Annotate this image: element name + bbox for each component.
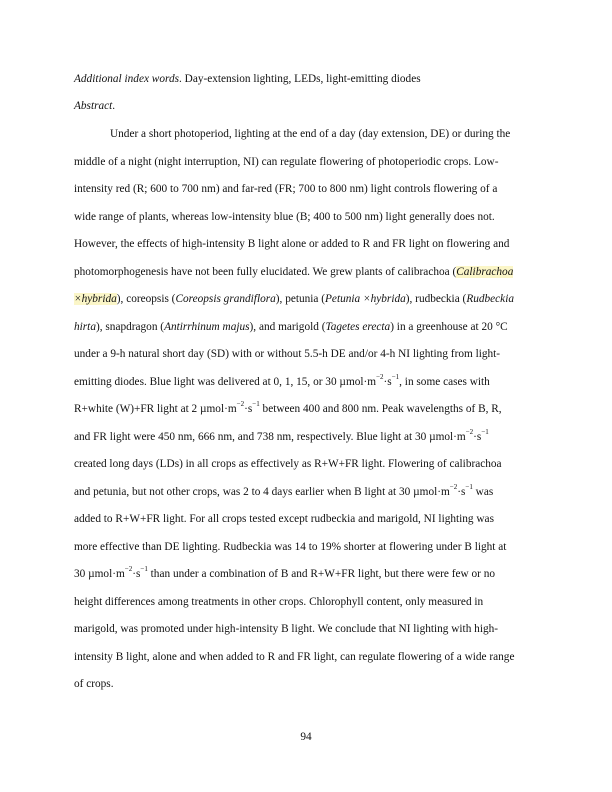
superscript: −2 bbox=[465, 428, 474, 437]
text-segment: ·s bbox=[383, 376, 392, 388]
index-words-label: Additional index words bbox=[74, 73, 180, 85]
text-segment: than under a combination of B and R+W+FR light, but there were few or no bbox=[147, 568, 496, 580]
abstract-line: However, the effects of high-intensity B light alone or added to R and FR light on flowering and bbox=[74, 238, 510, 250]
abstract-line: intensity B light, alone and when added to R and FR light, can regulate flowering of a wide range bbox=[74, 651, 515, 663]
abstract-line bbox=[74, 402, 502, 416]
text-segment: between 400 and 800 nm. Peak wavelengths of B, R, bbox=[259, 403, 502, 415]
text-segment: emitting diodes. Blue light was delivered at 0, 1, 15, or 30 µmol·m bbox=[74, 376, 377, 388]
text-segment: was bbox=[472, 486, 494, 498]
abstract-line: added to R+W+FR light. For all crops tested except rudbeckia and marigold, NI lighting was bbox=[74, 513, 494, 525]
text-segment: ·s bbox=[473, 431, 482, 443]
superscript: −2 bbox=[449, 483, 458, 492]
text-segment: ) in a greenhouse at 20 °C bbox=[390, 321, 508, 333]
text-segment: ·s bbox=[244, 403, 253, 415]
abstract-line: under a 9-h natural short day (SD) with or without 5.5-h DE and/or 4-h NI lighting from light- bbox=[74, 348, 501, 360]
abstract-line: middle of a night (night interruption, NI) can regulate flowering of photoperiodic crops. Low- bbox=[74, 156, 499, 168]
text-segment: ), coreopsis ( bbox=[116, 293, 176, 305]
abstract-line: wide range of plants, whereas low-intensity blue (B; 400 to 500 nm) light generally does not. bbox=[74, 211, 495, 223]
abstract-line: created long days (LDs) in all crops as effectively as R+W+FR light. Flowering of calibrachoa bbox=[74, 458, 502, 470]
superscript: −2 bbox=[376, 373, 384, 382]
abstract-line bbox=[74, 292, 514, 306]
abstract-line: Under a short photoperiod, lighting at the end of a day (day extension, DE) or during the bbox=[110, 128, 511, 140]
text-segment: ), petunia ( bbox=[275, 293, 326, 305]
abstract-line: marigold, was promoted under high-intensity B light. We conclude that NI lighting with high- bbox=[74, 623, 499, 635]
superscript: −1 bbox=[481, 428, 489, 437]
text-segment: ), rudbeckia ( bbox=[405, 293, 467, 305]
abstract-heading-label: Abstract bbox=[74, 100, 113, 112]
text-segment: photomorphogenesis have not been fully elucidated. We grew plants of calibrachoa ( bbox=[74, 266, 457, 278]
abstract-line: intensity red (R; 600 to 700 nm) and far-red (FR; 700 to 800 nm) light controls flowering of a bbox=[74, 183, 498, 195]
species-name: Antirrhinum majus bbox=[164, 321, 250, 333]
abstract-line bbox=[74, 265, 513, 279]
abstract-line: height differences among treatments in other crops. Chlorophyll content, only measured in bbox=[74, 596, 484, 608]
text-segment: and petunia, but not other crops, was 2 to 4 days earlier when B light at 30 µmol·m bbox=[74, 486, 450, 498]
superscript: −1 bbox=[391, 373, 400, 382]
superscript: −2 bbox=[236, 400, 245, 409]
text-segment: , in some cases with bbox=[399, 376, 490, 388]
highlighted-species-name: ×hybrida bbox=[74, 293, 117, 305]
species-name: Coreopsis grandiflora bbox=[175, 293, 276, 305]
text-segment: 30 µmol·m bbox=[74, 568, 125, 580]
abstract-line bbox=[74, 375, 490, 389]
text-segment: ·s bbox=[457, 486, 466, 498]
abstract-line bbox=[74, 567, 495, 581]
text-segment: ), and marigold ( bbox=[249, 321, 326, 333]
text-segment: and FR light were 450 nm, 666 nm, and 738 nm, respectively. Blue light at 30 µmol·m bbox=[74, 431, 466, 443]
abstract-heading bbox=[74, 99, 115, 113]
abstract-line: of crops. bbox=[74, 678, 114, 690]
superscript: −1 bbox=[140, 565, 148, 574]
abstract-line bbox=[74, 430, 489, 444]
species-name: Petunia ×hybrida bbox=[325, 293, 406, 305]
abstract-heading-punct: . bbox=[112, 100, 116, 112]
superscript: −1 bbox=[465, 483, 473, 492]
superscript: −1 bbox=[252, 400, 260, 409]
abstract-line: more effective than DE lighting. Rudbeckia was 14 to 19% shorter at flowering under B light at bbox=[74, 541, 507, 553]
species-name: hirta bbox=[74, 321, 96, 333]
text-segment: R+white (W)+FR light at 2 µmol·m bbox=[74, 403, 237, 415]
index-words-text: . Day-extension lighting, LEDs, light-emitting diodes bbox=[179, 73, 421, 85]
superscript: −2 bbox=[124, 565, 133, 574]
highlighted-species-name: Calibrachoa bbox=[456, 266, 514, 278]
page-number: 94 bbox=[300, 731, 312, 743]
abstract-line bbox=[74, 320, 508, 334]
species-name: Rudbeckia bbox=[466, 293, 514, 305]
text-segment: ), snapdragon ( bbox=[95, 321, 165, 333]
index-words bbox=[74, 72, 421, 86]
text-segment: ·s bbox=[132, 568, 141, 580]
species-name: Tagetes erecta bbox=[325, 321, 391, 333]
abstract-line bbox=[74, 485, 493, 499]
